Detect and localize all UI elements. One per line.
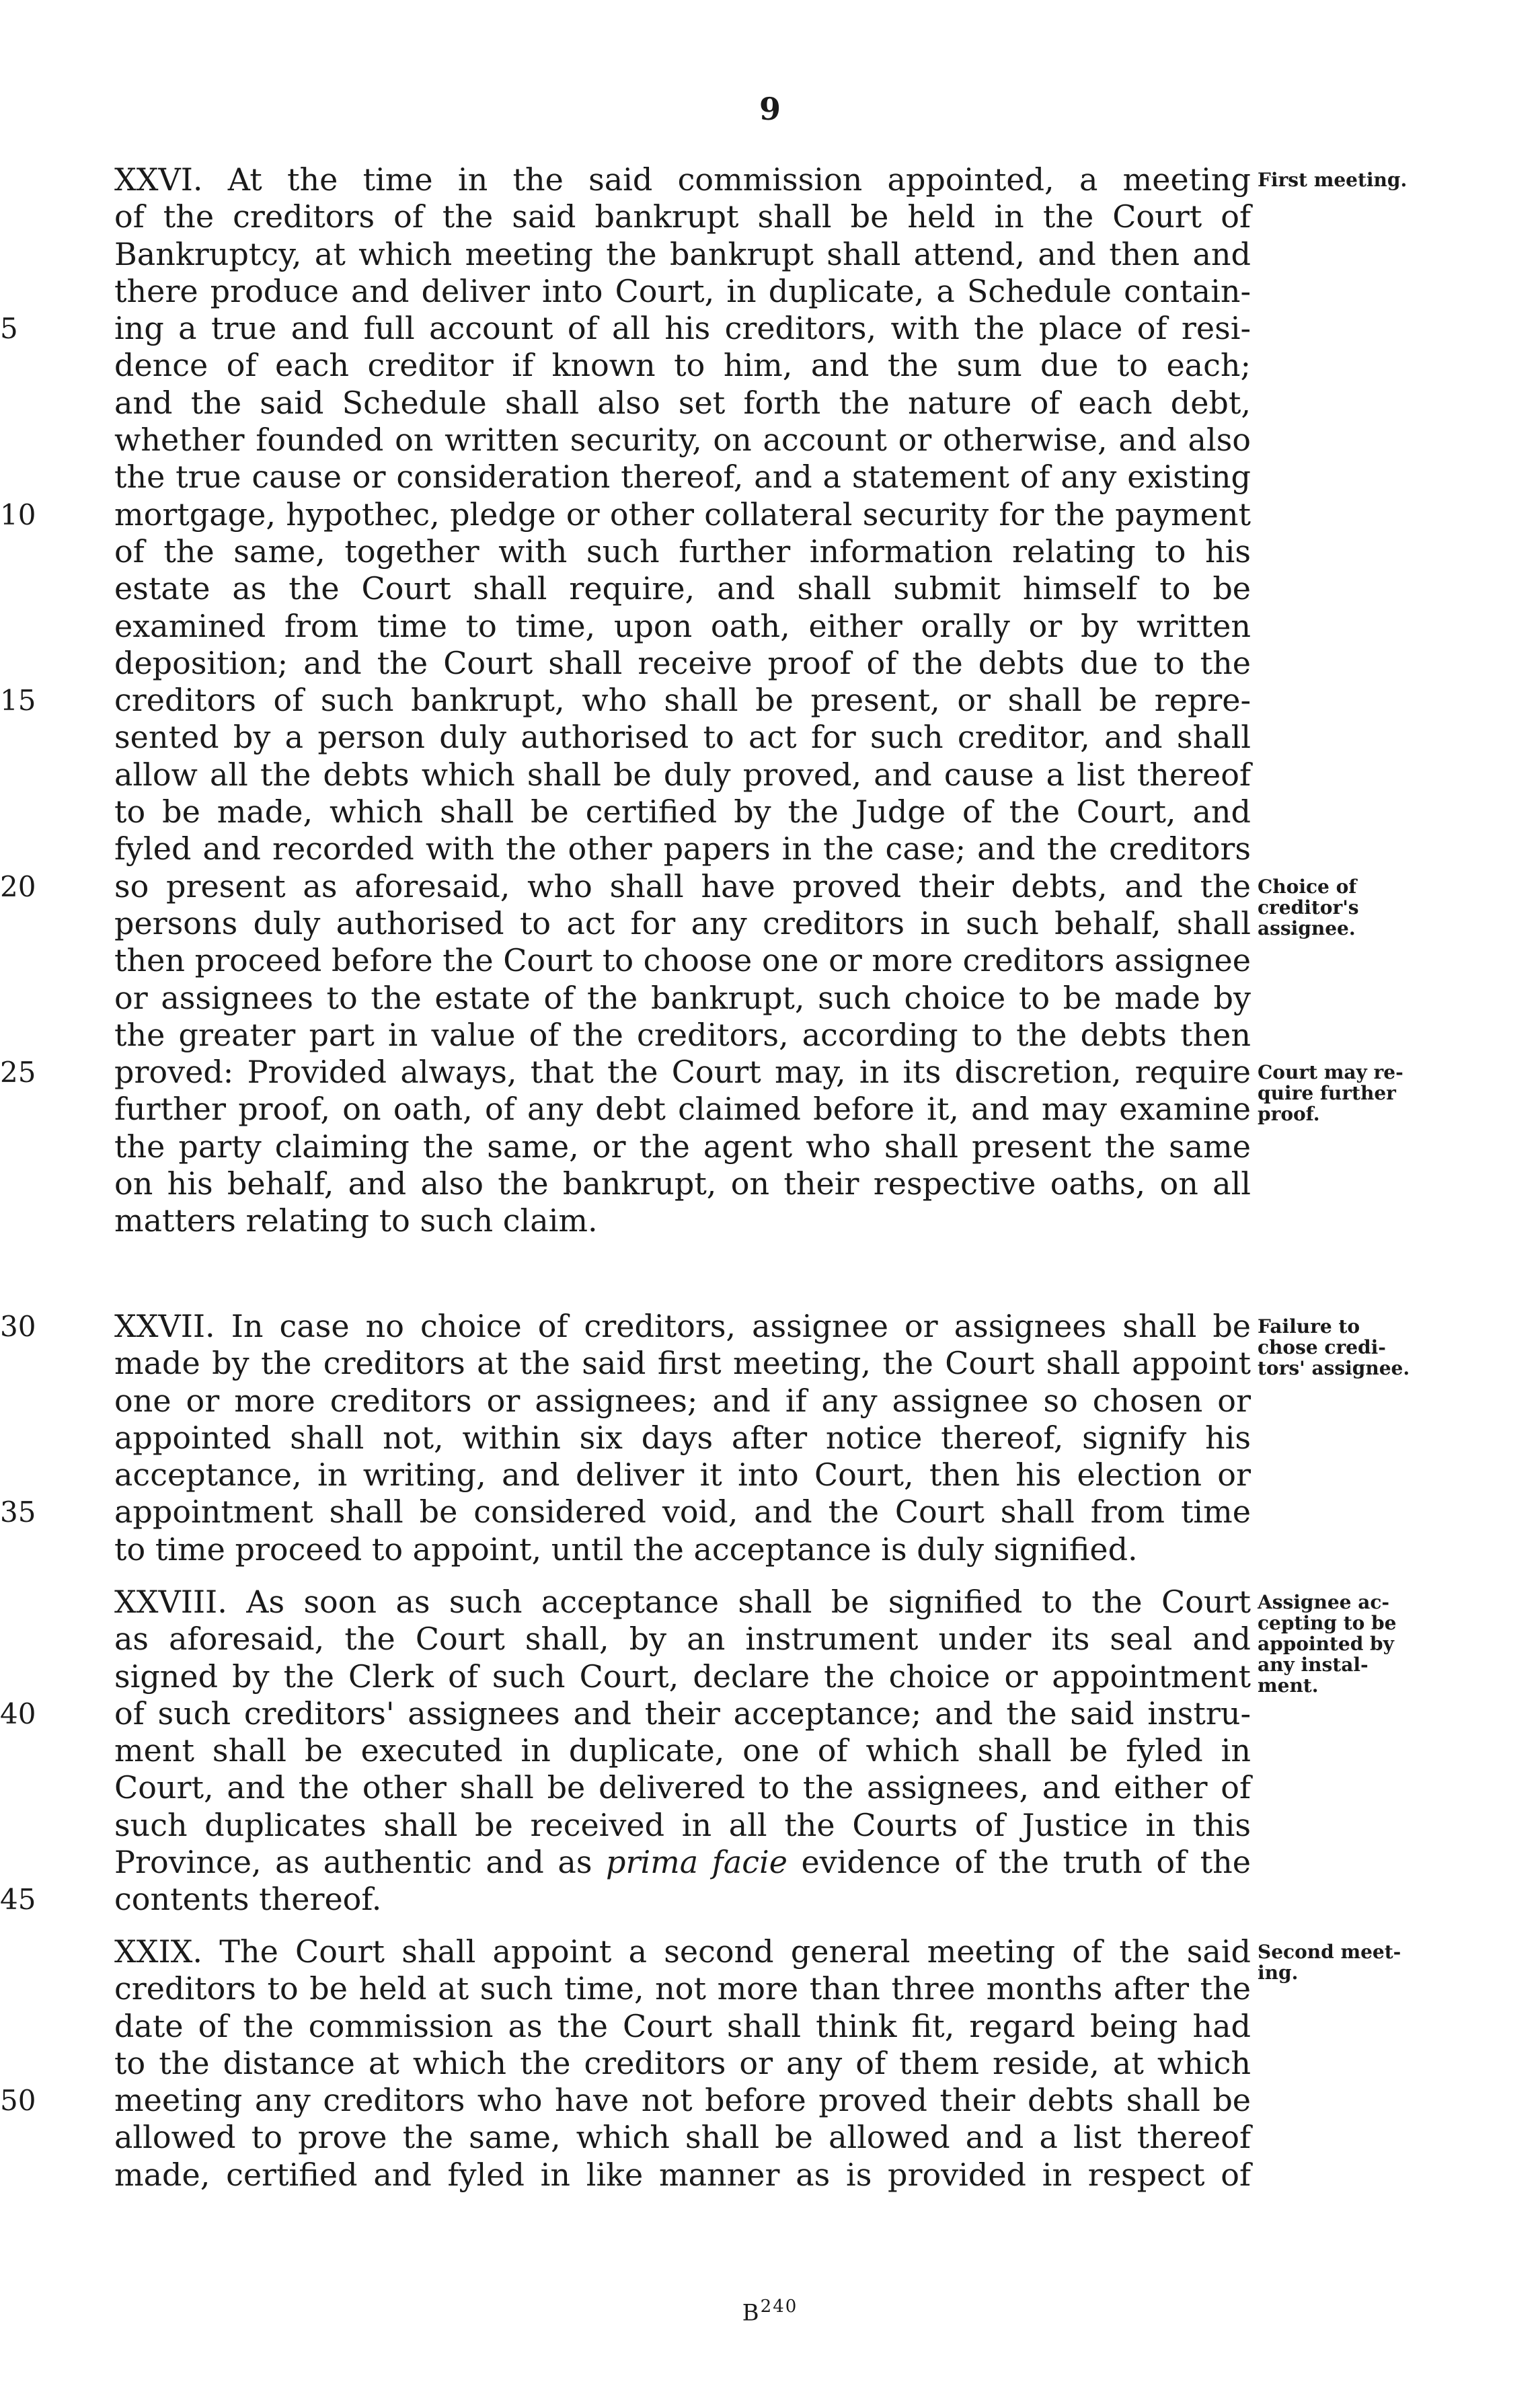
line-number: 35 (0, 1496, 36, 1529)
text-line: made, certified and fyled in like manner as is provided in respect of (114, 2156, 1251, 2193)
text-line: 10 mortgage, hypothec, pledge or other collateral security for the payment (0, 496, 1251, 533)
text-line: fyled and recorded with the other papers in the case; and the creditors (114, 831, 1251, 867)
text-line: Province, as authentic and as prima facie evidence of the truth of the (114, 1844, 1251, 1881)
text-line: persons duly authorised to act for any creditors in such behalf, shall (114, 904, 1251, 941)
marginal-note-line: ing. (1258, 1962, 1299, 1984)
line-number: 40 (0, 1697, 36, 1730)
text-line: XXVIII. As soon as such acceptance shall be signified to the Court (114, 1584, 1251, 1620)
page-number: 9 (759, 91, 781, 127)
text-line: to the distance at which the creditors or any of them reside, at which (114, 2044, 1251, 2081)
text-line: there produce and deliver into Court, in duplicate, a Schedule contain- (114, 272, 1251, 309)
marginal-note-line: Failure to (1258, 1315, 1360, 1338)
marginal-note-line: Court may re- (1258, 1061, 1403, 1084)
text-line: allow all the debts which shall be duly proved, and cause a list thereof (114, 756, 1251, 793)
text-line: and the said Schedule shall also set forth the nature of each debt, (114, 384, 1251, 421)
text-line: matters relating to such claim. (114, 1202, 598, 1239)
text-line: such duplicates shall be received in all the Courts of Justice in this (114, 1806, 1251, 1843)
section-xxvii (0, 1308, 1251, 1568)
text-line: sented by a person duly authorised to act for such creditor, and shall (114, 719, 1251, 756)
section-xxviii (0, 1584, 1251, 1919)
line-number: 10 (0, 498, 36, 531)
marginal-note-line: quire further (1258, 1082, 1396, 1105)
text-line: appointed shall not, within six days after notice thereof, signify his (114, 1419, 1251, 1456)
text-line: 30 XXVII. In case no choice of creditors, assignee or assignees shall be (0, 1308, 1251, 1344)
text-line: whether founded on written security, on account or otherwise, and also (114, 422, 1251, 459)
printer-signature-mark (0, 2296, 1540, 2326)
text-line: Bankruptcy, at which meeting the bankrupt shall attend, and then and (114, 235, 1251, 272)
section-xxvi (0, 161, 1251, 1240)
marginal-note-line: appointed by (1258, 1633, 1394, 1655)
marginal-note-line: cepting to be (1258, 1612, 1397, 1634)
text-line: date of the commission as the Court shall think fit, regard being had (114, 2007, 1251, 2044)
text-line: 5 ing a true and full account of all his creditors, with the place of resi- (0, 310, 1251, 347)
line-number: 30 (0, 1310, 36, 1343)
text-line: of the same, together with such further information relating to his (114, 533, 1251, 570)
text-line: 45 contents thereof. (0, 1881, 382, 1918)
line-number: 15 (0, 684, 36, 718)
marginal-note-line: assignee. (1258, 917, 1356, 939)
text-line: made by the creditors at the said first meeting, the Court shall appoint (114, 1345, 1251, 1382)
text-line: on his behalf, and also the bankrupt, on their respective oaths, on all (114, 1165, 1251, 1202)
text-line: allowed to prove the same, which shall be allowed and a list thereof (114, 2119, 1251, 2156)
marginal-note-line: Choice of (1258, 875, 1357, 898)
text-line: 20 so present as aforesaid, who shall have proved their debts, and the (0, 867, 1251, 904)
text-line: examined from time to time, upon oath, either orally or by written (114, 607, 1251, 644)
section-xxix (0, 1933, 1251, 2194)
text-line: the true cause or consideration thereof, and a statement of any existing (114, 459, 1251, 496)
marginal-note-line: any instal- (1258, 1654, 1369, 1676)
line-number: 20 (0, 870, 36, 903)
marginal-note-line: proof. (1258, 1103, 1320, 1126)
line-number: 45 (0, 1883, 36, 1917)
text-line: estate as the Court shall require, and shall submit himself to be (114, 570, 1251, 607)
text-line: dence of each creditor if known to him, and the sum due to each; (114, 347, 1251, 384)
text-line: 50 meeting any creditors who have not before proved their debts shall be (0, 2082, 1251, 2119)
text-line: the party claiming the same, or the agent who shall present the same (114, 1128, 1251, 1165)
marginal-note (1258, 876, 1513, 939)
italic-phrase: prima facie (606, 1844, 787, 1881)
marginal-note-line: creditor's (1258, 896, 1359, 919)
text-line: acceptance, in writing, and deliver it into Court, then his election or (114, 1457, 1251, 1494)
signature-letter: B (742, 2299, 761, 2327)
text-line: deposition; and the Court shall receive proof of the debts due to the (114, 644, 1251, 681)
text-line: creditors to be held at such time, not more than three months after the (114, 1970, 1251, 2007)
signature-number: 240 (760, 2296, 798, 2317)
text-line: ment shall be executed in duplicate, one of which shall be fyled in (114, 1732, 1251, 1769)
text-line: 15 creditors of such bankrupt, who shall be present, or shall be repre- (0, 682, 1251, 719)
text-line: signed by the Clerk of such Court, declare the choice or appointment (114, 1658, 1251, 1695)
line-number: 5 (0, 312, 18, 346)
text-line: Court, and the other shall be delivered to the assignees, and either of (114, 1769, 1251, 1806)
text-line: one or more creditors or assignees; and if any assignee so chosen or (114, 1382, 1251, 1419)
text-line: to be made, which shall be certified by the Judge of the Court, and (114, 794, 1251, 831)
text-line: 35 appointment shall be considered void, and the Court shall from time (0, 1494, 1251, 1531)
text-line: of the creditors of the said bankrupt shall be held in the Court of (114, 198, 1251, 235)
text-line: 40 of such creditors' assignees and their acceptance; and the said instru- (0, 1695, 1251, 1732)
marginal-note-line: tors' assignee. (1258, 1357, 1410, 1379)
text-line: as aforesaid, the Court shall, by an instrument under its seal and (114, 1621, 1251, 1658)
text-line: then proceed before the Court to choose one or more creditors assignee (114, 942, 1251, 979)
text-line: the greater part in value of the creditors, according to the debts then (114, 1016, 1251, 1053)
text-line: XXVI. At the time in the said commission appointed, a meeting (114, 161, 1251, 198)
text-line: to time proceed to appoint, until the acceptance is duly signified. (114, 1531, 1138, 1568)
text-line: XXIX. The Court shall appoint a second general meeting of the said (114, 1933, 1251, 1970)
text-line: or assignees to the estate of the bankrupt, such choice to be made by (114, 979, 1251, 1016)
marginal-note-line: ment. (1258, 1674, 1319, 1697)
marginal-note (1258, 1592, 1513, 1696)
marginal-note (1258, 1316, 1513, 1379)
marginal-note-line: First meeting. (1258, 169, 1408, 191)
marginal-note (1258, 1941, 1513, 1983)
text-line: further proof, on oath, of any debt claimed before it, and may examine (114, 1091, 1251, 1128)
marginal-note (1258, 1062, 1513, 1124)
line-number: 50 (0, 2084, 36, 2118)
marginal-note-line: chose credi- (1258, 1336, 1386, 1358)
marginal-note-line: Assignee ac- (1258, 1591, 1390, 1613)
marginal-note-line: Second meet- (1258, 1941, 1401, 1963)
marginal-note (1258, 169, 1513, 190)
text-line: 25 proved: Provided always, that the Court may, in its discretion, require (0, 1054, 1251, 1091)
line-number: 25 (0, 1056, 36, 1089)
